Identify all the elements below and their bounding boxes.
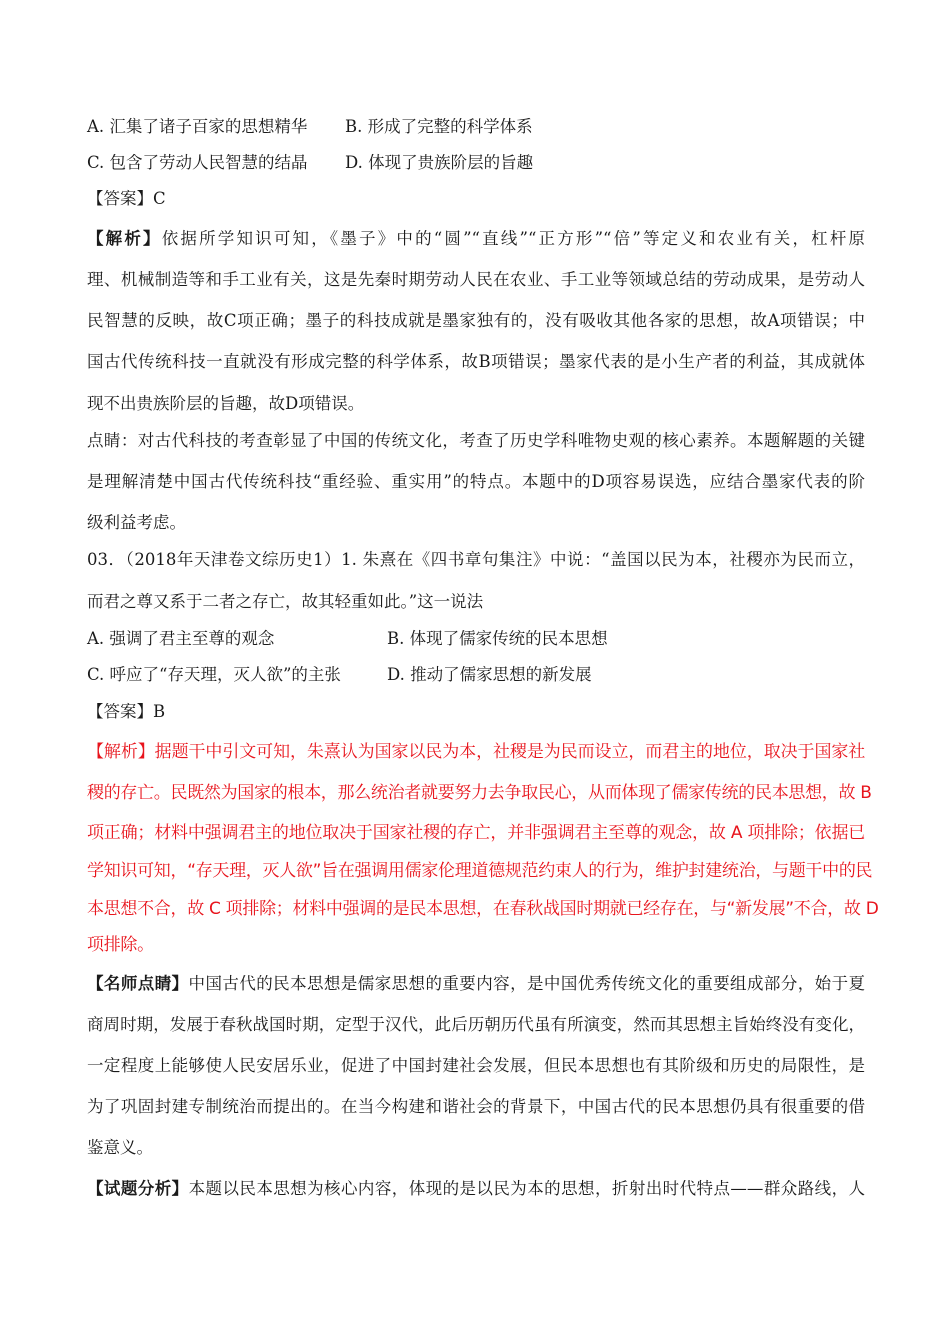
- q03-teacher-tag: 【名师点睛】: [87, 974, 189, 993]
- q02-option-d: D. 体现了贵族阶层的旨趣: [345, 153, 534, 172]
- q03-option-row-1: [87, 629, 865, 649]
- q03-option-c: C. 呼应了“存天理，灭人欲”的主张: [87, 665, 341, 684]
- q03-analysis-line-2: 稷的存亡。民既然为国家的根本，那么统治者就要努力去争取民心，从而体现了儒家传统的民本思想，故 B: [87, 783, 872, 803]
- q02-option-c: C. 包含了劳动人民智慧的结晶: [87, 153, 308, 172]
- q03-teacher-line-1: 【名师点睛】中国古代的民本思想是儒家思想的重要内容，是中国优秀传统文化的重要组成部分，始于夏: [87, 974, 866, 993]
- q02-analysis-tag: 【解析】: [87, 229, 162, 248]
- q02-analysis-line-4: 国古代传统科技一直就没有形成完整的科学体系，故B项错误；墨家代表的是小生产者的利益，其成就体: [87, 352, 865, 371]
- q03-analysis-line-1: 【解析】据题干中引文可知，朱熹认为国家以民为本，社稷是为民而设立，而君主的地位，取决于国家社: [87, 742, 865, 762]
- q02-answer-tag: 【答案】: [87, 189, 153, 208]
- q03-teacher-line-5: 鉴意义。: [87, 1138, 153, 1157]
- q03-answer-value: B: [153, 702, 166, 721]
- q02-comment-line-3: 级利益考虑。: [87, 513, 186, 532]
- q02-option-b: B. 形成了完整的科学体系: [345, 117, 533, 136]
- q03-option-row-2: [87, 665, 865, 685]
- q03-option-a: A. 强调了君主至尊的观念: [87, 629, 275, 648]
- q02-analysis-line-1: 【解析】依据所学知识可知，《墨子》中的“圆”“直线”“正方形”“倍”等定义和农业有关，杠杆原: [87, 229, 866, 248]
- q03-teacher-line-2: 商周时期，发展于春秋战国时期，定型于汉代，此后历朝历代虽有所演变，然而其思想主旨始终没有变化，: [87, 1015, 865, 1034]
- q03-stem-line-2: 而君之尊又系于二者之存亡，故其轻重如此。”这一说法: [87, 592, 484, 611]
- q02-answer: [87, 189, 865, 209]
- q03-teacher-line-4: 为了巩固封建专制统治而提出的。在当今构建和谐社会的背景下，中国古代的民本思想仍具有很重要的借: [87, 1097, 865, 1116]
- q02-option-a: A. 汇集了诸子百家的思想精华: [87, 117, 308, 136]
- q03-stem-line-1: 03．（2018年天津卷文综历史1）1. 朱熹在《四书章句集注》中说：“盖国以民为本，社稷亦为民而立，: [87, 550, 865, 569]
- q03-trial-tag: 【试题分析】: [87, 1179, 189, 1198]
- q03-option-b: B. 体现了儒家传统的民本思想: [387, 629, 608, 648]
- q03-answer: [87, 702, 865, 722]
- q03-teacher-line-3: 一定程度上能够使人民安居乐业，促进了中国封建社会发展，但民本思想也有其阶级和历史的局限性，是: [87, 1056, 865, 1075]
- q03-analysis-tag: 【解析】: [87, 742, 155, 762]
- q02-option-row-1: [87, 117, 865, 137]
- q02-analysis-line-5: 现不出贵族阶层的旨趣，故D项错误。: [87, 394, 365, 413]
- q03-answer-tag: 【答案】: [87, 702, 153, 721]
- q02-comment-line-1: 点睛：对古代科技的考查彰显了中国的传统文化，考查了历史学科唯物史观的核心素养。本题解题的关键: [87, 431, 865, 450]
- q03-analysis-line-3: 项正确；材料中强调君主的地位取决于国家社稷的存亡，并非强调君主至尊的观念，故 A 项排除；依据已: [87, 823, 865, 843]
- q02-analysis-line-2: 理、机械制造等和手工业有关，这是先秦时期劳动人民在农业、手工业等领域总结的劳动成果，是劳动人: [87, 270, 865, 289]
- q03-analysis-line-5: 本思想不合，故 C 项排除；材料中强调的是民本思想，在春秋战国时期就已经存在，与“新发展”不合，故 D: [87, 899, 879, 919]
- q03-option-d: D. 推动了儒家思想的新发展: [387, 665, 592, 684]
- q03-trial-line-1: 【试题分析】本题以民本思想为核心内容，体现的是以民为本的思想，折射出时代特点——群众路线，人: [87, 1179, 866, 1198]
- q03-analysis-line-4: 学知识可知，“存天理，灭人欲”旨在强调用儒家伦理道德规范约束人的行为，维护封建统治，与题干中的民: [87, 861, 873, 881]
- q03-analysis-line-6: 项排除。: [87, 935, 154, 955]
- q02-option-row-2: [87, 153, 865, 173]
- q02-analysis-line-3: 民智慧的反映，故C项正确；墨子的科技成就是墨家独有的，没有吸收其他各家的思想，故A项错误；中: [87, 311, 865, 330]
- q02-answer-value: C: [153, 189, 166, 208]
- q02-comment-line-2: 是理解清楚中国古代传统科技“重经验、重实用”的特点。本题中的D项容易误选，应结合墨家代表的阶: [87, 472, 865, 491]
